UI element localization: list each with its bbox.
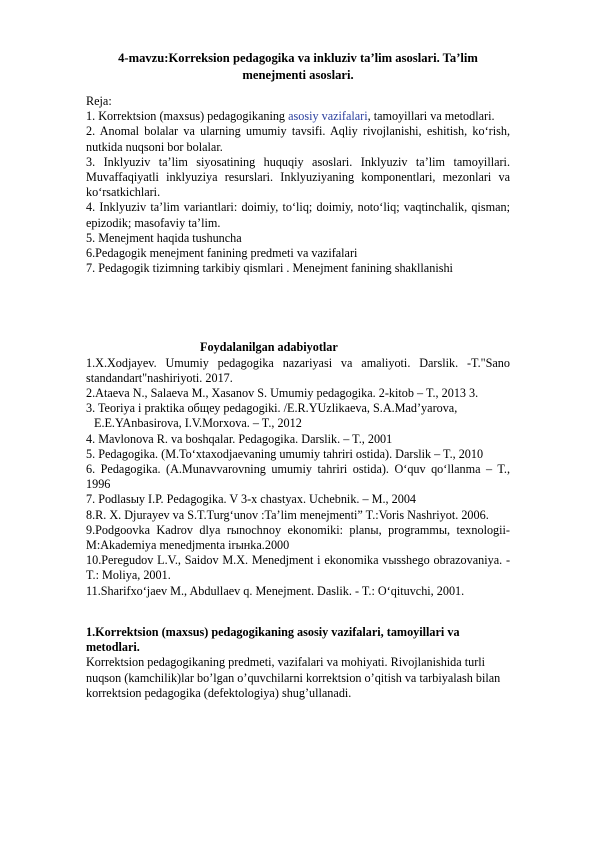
document-page (86, 50, 510, 701)
asosiy-vazifalari-link[interactable]: asosiy vazifalari (288, 109, 368, 124)
reference-item: 7. Podlasыy I.P. Pedagogika. V 3-x chastyax. Uchebnik. – M., 2004 (86, 492, 417, 507)
reference-item: 3. Teoriya i praktika общеу pedagogiki. /E.R.YUzlikaeva, S.A.Mad’yarova, (86, 401, 458, 416)
reference-item: 11.Sharifxo‘jaev M., Abdullaev q. Menejment. Daslik. - T.: O‘qituvchi, 2001. (86, 583, 465, 598)
reference-item: 5. Pedagogika. (M.To‘xtaxodjaevaning umumiy tahriri ostida). Darslik – T., 2010 (86, 446, 484, 461)
reference-item: 1.X.Xodjayev. Umumiy pedagogika nazariyasi va amaliyoti. Darslik. -T."Sano standandart"nashiriyoti. 2017. (86, 355, 510, 385)
reja-item-3: 3. Inklyuziv ta’lim siyosatining huquqiy asoslari. Inklyuziv ta’lim tamoyillari. Muvaffaqiyatli inklyuziya resurslari. Inklyuziyaning komponentlari, mezonlari va ko‘rsatkichlari. (86, 154, 510, 200)
reference-item: 4. Mavlonova R. va boshqalar. Pedagogika. Darslik. – T., 2001 (86, 431, 393, 446)
reja-item-1-end: , tamoyillari va metodlari. (367, 109, 495, 124)
reja-item-7: 7. Pedagogik tizimning tarkibiy qismlari . Menejment fanining shakllanishi (86, 261, 453, 276)
blank-space (86, 276, 510, 340)
section-paragraph: Korrektsion pedagogikaning predmeti, vazifalari va mohiyati. Rivojlanishida turli nuqson (kamchilik)lar bo’lgan o’quvchilarni korrektsion o’qitish va tarbiyalash bilan korrektsion pedagogika (defektologiya) shug’ullanadi. (86, 655, 501, 700)
reference-item: 9.Podgoovka Kadrov dlya rыnochnoy ekonomiki: planы, programmы, texnologii- M:Akademiya menedjmenta irынka.2000 (86, 522, 510, 553)
blank-space (86, 599, 510, 625)
reference-item: 2.Ataeva N., Salaeva M., Xasanov S. Umumiy pedagogika. 2-kitob – T., 2013 3. (86, 386, 479, 401)
references-title: Foydalanilgan adabiyotlar (200, 340, 338, 355)
reja-label: Reja: (86, 94, 112, 108)
reference-item: 10.Peregudov L.V., Saidov M.X. Menedjment i ekonomika vыsshego obrazovaniya. - T.: Moliya, 2001. (86, 553, 510, 583)
reja-item-5: 5. Menejment haqida tushuncha (86, 230, 242, 245)
reja-item-1-start: 1. Korrektsion (maxsus) pedagogikaning (86, 109, 289, 124)
reja-item-1 (86, 109, 510, 124)
reference-item: 8.R. X. Djurayev va S.T.Turg‘unov :Ta’lim menejmenti” T.:Voris Nashriyot. 2006. (86, 507, 489, 522)
reja-item-4: 4. Inklyuziv ta’lim variantlari: doimiy, to‘liq; doimiy, noto‘liq; vaqtinchalik, qisman; epizodik; masofaviy ta’lim. (86, 200, 510, 230)
page-title: 4-mavzu:Korreksion pedagogika va inkluziv ta’lim asoslari. Ta’lim menejmenti asoslari. (118, 51, 478, 82)
reference-item: 6. Pedagogika. (A.Munavvarovning umumiy tahriri ostida). O‘quv qo‘llanma – T., 1996 (86, 462, 510, 492)
reja-item-2: 2. Anomal bolalar va ularning umumiy tavsifi. Aqliy rivojlanishi, eshitish, ko‘rish, nutkida nuqsoni bor bolalar. (86, 124, 510, 154)
reja-item-6: 6.Pedagogik menejment fanining predmeti va vazifalari (86, 246, 358, 261)
section-heading: 1.Korrektsion (maxsus) pedagogikaning asosiy vazifalari, tamoyillari va metodlari. (86, 624, 460, 655)
reference-item: E.E.YAnbasirova, I.V.Morxova. – T., 2012 (94, 416, 302, 431)
